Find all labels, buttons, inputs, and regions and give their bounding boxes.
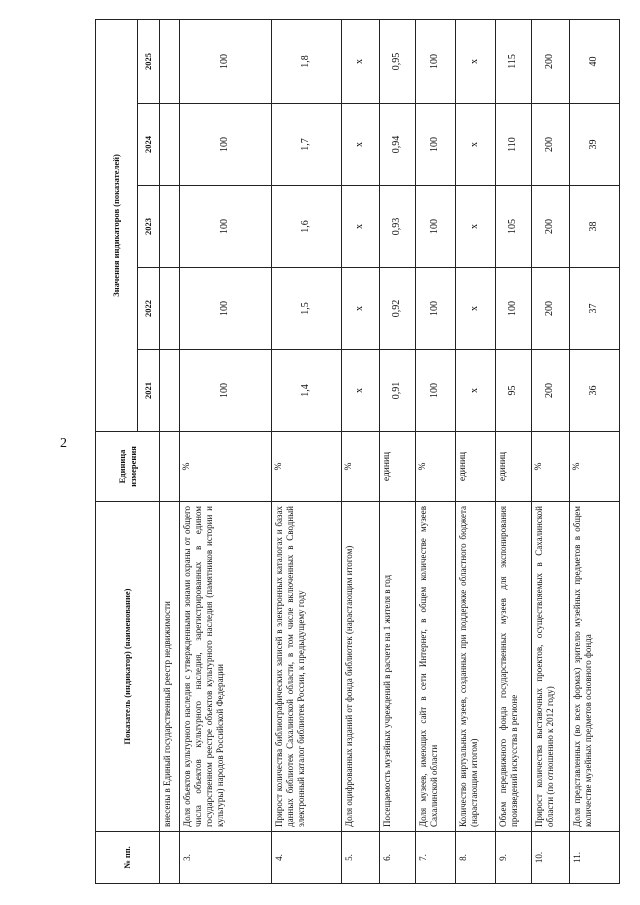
row-number: 5. [342,832,380,884]
value-cell: 200 [532,350,570,432]
unit-cell: % [532,432,570,502]
table-row [532,19,570,883]
value-cell: 100 [180,350,272,432]
table-row [416,19,456,883]
value-cell: 110 [496,104,532,186]
value-cell: х [456,186,496,268]
indicator-name: Доля объектов культурного наследия с утвержденными зонами охраны от общего числа объектов культурного наследия, зарегистрированных в едином государственном реестре объектов культурного наследия (памятников истории и культуры) народов Российской Федерации [180,502,272,832]
unit-cell: % [180,432,272,502]
row-number: 8. [456,832,496,884]
header-num: № пп. [96,832,160,884]
indicator-name: Посещаемость музейных учреждений в расчете на 1 жителя в год [380,502,416,832]
header-year: 2024 [138,104,160,186]
unit-cell: единиц [496,432,532,502]
value-cell: 115 [496,19,532,103]
value-cell: 0,91 [380,350,416,432]
unit-cell: единиц [380,432,416,502]
value-cell: 95 [496,350,532,432]
value-cell: 100 [180,268,272,350]
value-cell: 200 [532,268,570,350]
row-number: 3. [180,832,272,884]
table-row [570,19,620,883]
value-cell: 105 [496,186,532,268]
indicator-name: Доля представленных (во всех формах) зрителю музейных предметов в общем количестве музейных предметов основного фонда [570,502,620,832]
value-cell: 1,7 [272,104,342,186]
indicators-table [95,19,620,884]
value-cell: х [456,19,496,103]
value-cell: 100 [180,186,272,268]
row-number: 7. [416,832,456,884]
rotated-table-content [95,20,600,884]
value-cell: х [342,350,380,432]
value-cell: 100 [496,268,532,350]
row-number: 11. [570,832,620,884]
unit-cell: % [342,432,380,502]
table-row [180,19,272,883]
indicator-name: Доля оцифрованных изданий от фонда библиотек (нарастающим итогом) [342,502,380,832]
value-cell: х [342,19,380,103]
value-cell: 100 [180,104,272,186]
value-cell: 100 [180,19,272,103]
continuation-text: внесены в Единый государственный реестр недвижимости [160,502,180,832]
value-cell: 200 [532,186,570,268]
value-cell: х [456,268,496,350]
value-cell: х [456,104,496,186]
header-year: 2025 [138,19,160,103]
header-values-group: Значения индикаторов (показателей) [96,19,138,431]
value-cell: 0,94 [380,104,416,186]
continuation-num [160,832,180,884]
table-row [272,19,342,883]
empty-cell [160,186,180,268]
header-year: 2022 [138,268,160,350]
value-cell: 1,5 [272,268,342,350]
page-number: 2 [60,436,67,451]
empty-cell [160,268,180,350]
value-cell: 40 [570,19,620,103]
value-cell: 1,6 [272,186,342,268]
value-cell: 38 [570,186,620,268]
rotated-table-frame [95,20,600,884]
table-row [456,19,496,883]
empty-cell [160,19,180,103]
value-cell: х [342,104,380,186]
value-cell: 200 [532,19,570,103]
value-cell: х [456,350,496,432]
indicator-name: Объем передвижного фонда государственных музеев для экспонирования произведений искусства в регионе [496,502,532,832]
indicator-name: Доля музеев, имеющих сайт в сети Интернет, в общем количестве музеев Сахалинской области [416,502,456,832]
header-row-1 [96,19,138,883]
value-cell: 200 [532,104,570,186]
value-cell: 0,95 [380,19,416,103]
empty-cell [160,350,180,432]
value-cell: 36 [570,350,620,432]
continuation-row [160,19,180,883]
value-cell: 1,4 [272,350,342,432]
header-unit: Единица измерения [96,432,160,502]
value-cell: 39 [570,104,620,186]
table-row [342,19,380,883]
unit-cell: % [416,432,456,502]
value-cell: 100 [416,268,456,350]
value-cell: 0,92 [380,268,416,350]
row-number: 9. [496,832,532,884]
header-indicator: Показатель (индикатор) (наименование) [96,502,160,832]
value-cell: 0,93 [380,186,416,268]
header-year: 2023 [138,186,160,268]
unit-cell: % [272,432,342,502]
value-cell: 1,8 [272,19,342,103]
value-cell: 100 [416,104,456,186]
indicator-name: Прирост количества библиографических записей в электронных каталогах и базах данных библиотек Сахалинской области, в том числе включенных в Сводный электронный каталог библиотек России, к предыдущему году [272,502,342,832]
row-number: 10. [532,832,570,884]
indicator-name: Прирост количества выставочных проектов, осуществляемых в Сахалинской области (по отношению к 2012 году) [532,502,570,832]
table-row [380,19,416,883]
value-cell: 100 [416,186,456,268]
value-cell: 100 [416,350,456,432]
empty-cell [160,432,180,502]
header-year: 2021 [138,350,160,432]
unit-cell: единиц [456,432,496,502]
value-cell: 37 [570,268,620,350]
value-cell: х [342,186,380,268]
row-number: 4. [272,832,342,884]
value-cell: 100 [416,19,456,103]
empty-cell [160,104,180,186]
indicator-name: Количество виртуальных музеев, созданных при поддержке областного бюджета (нарастающим итогом) [456,502,496,832]
value-cell: х [342,268,380,350]
row-number: 6. [380,832,416,884]
table-row [496,19,532,883]
unit-cell: % [570,432,620,502]
